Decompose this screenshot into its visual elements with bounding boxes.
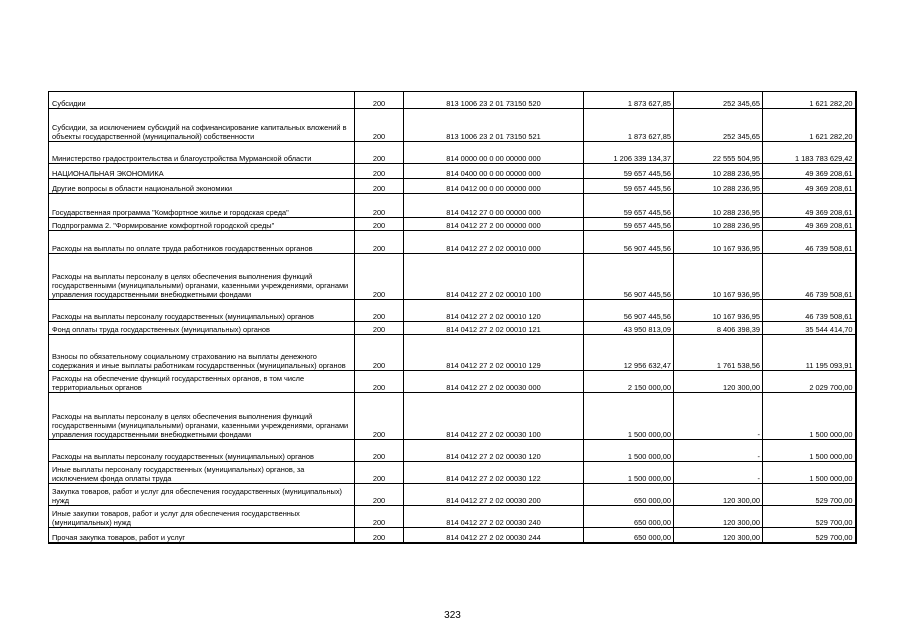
row-name-cell: Государственная программа "Комфортное жилье и городская среда" xyxy=(49,194,355,218)
row-approved-cell: 1 873 627,85 xyxy=(584,92,674,109)
table-row xyxy=(49,335,856,371)
row-remaining-cell: 49 369 208,61 xyxy=(763,164,856,179)
row-budget-code-cell: 814 0412 27 2 00 00000 000 xyxy=(404,218,584,231)
row-code-cell: 200 xyxy=(355,300,404,322)
row-executed-cell: 10 167 936,95 xyxy=(674,231,763,254)
row-remaining-cell: 2 029 700,00 xyxy=(763,371,856,393)
row-name-cell: Расходы на выплаты по оплате труда работников государственных органов xyxy=(49,231,355,254)
row-approved-cell: 650 000,00 xyxy=(584,484,674,506)
row-name-cell: Фонд оплаты труда государственных (муниципальных) органов xyxy=(49,322,355,335)
row-budget-code-cell: 814 0412 27 2 02 00030 100 xyxy=(404,393,584,440)
row-remaining-cell: 49 369 208,61 xyxy=(763,194,856,218)
row-budget-code-cell: 814 0412 27 2 02 00010 100 xyxy=(404,254,584,300)
row-name-cell: Взносы по обязательному социальному страхованию на выплаты денежного содержания и иные выплаты работникам государственных (муниципальных) органов xyxy=(49,335,355,371)
row-name-cell: Министерство градостроительства и благоустройства Мурманской области xyxy=(49,142,355,164)
row-name-cell: Другие вопросы в области национальной экономики xyxy=(49,179,355,194)
row-code-cell: 200 xyxy=(355,322,404,335)
row-remaining-cell: 1 621 282,20 xyxy=(763,109,856,142)
row-code-cell: 200 xyxy=(355,194,404,218)
row-approved-cell: 650 000,00 xyxy=(584,528,674,543)
row-remaining-cell: 49 369 208,61 xyxy=(763,218,856,231)
row-code-cell: 200 xyxy=(355,231,404,254)
row-remaining-cell: 1 500 000,00 xyxy=(763,393,856,440)
row-name-cell: Расходы на выплаты персоналу в целях обеспечения выполнения функций государственными (муниципальными) органами, казенными учреждениями, органами управления государственными внебюджетными фондами xyxy=(49,393,355,440)
row-remaining-cell: 46 739 508,61 xyxy=(763,254,856,300)
row-approved-cell: 1 500 000,00 xyxy=(584,462,674,484)
table-row xyxy=(49,462,856,484)
row-remaining-cell: 46 739 508,61 xyxy=(763,300,856,322)
row-name-cell: Закупка товаров, работ и услуг для обеспечения государственных (муниципальных) нужд xyxy=(49,484,355,506)
row-executed-cell: 10 288 236,95 xyxy=(674,179,763,194)
row-code-cell: 200 xyxy=(355,179,404,194)
table-row xyxy=(49,371,856,393)
budget-execution-table-sheet xyxy=(48,91,855,544)
row-name-cell: Иные выплаты персоналу государственных (муниципальных) органов, за исключением фонда оплаты труда xyxy=(49,462,355,484)
row-approved-cell: 43 950 813,09 xyxy=(584,322,674,335)
table-row xyxy=(49,142,856,164)
row-approved-cell: 650 000,00 xyxy=(584,506,674,528)
row-name-cell: НАЦИОНАЛЬНАЯ ЭКОНОМИКА xyxy=(49,164,355,179)
row-remaining-cell: 46 739 508,61 xyxy=(763,231,856,254)
row-approved-cell: 56 907 445,56 xyxy=(584,254,674,300)
row-executed-cell: 120 300,00 xyxy=(674,528,763,543)
row-budget-code-cell: 813 1006 23 2 01 73150 520 xyxy=(404,92,584,109)
row-remaining-cell: 35 544 414,70 xyxy=(763,322,856,335)
table-row xyxy=(49,506,856,528)
row-name-cell: Подпрограмма 2. "Формирование комфортной городской среды" xyxy=(49,218,355,231)
row-budget-code-cell: 814 0412 27 2 02 00010 120 xyxy=(404,300,584,322)
table-row xyxy=(49,300,856,322)
row-budget-code-cell: 814 0412 27 2 02 00030 122 xyxy=(404,462,584,484)
row-remaining-cell: 529 700,00 xyxy=(763,528,856,543)
table-body xyxy=(49,92,856,543)
row-budget-code-cell: 814 0412 27 2 02 00010 121 xyxy=(404,322,584,335)
row-budget-code-cell: 814 0400 00 0 00 00000 000 xyxy=(404,164,584,179)
row-budget-code-cell: 814 0000 00 0 00 00000 000 xyxy=(404,142,584,164)
row-code-cell: 200 xyxy=(355,218,404,231)
table-row xyxy=(49,194,856,218)
row-executed-cell: 120 300,00 xyxy=(674,371,763,393)
row-budget-code-cell: 814 0412 27 2 02 00010 000 xyxy=(404,231,584,254)
row-budget-code-cell: 814 0412 27 0 00 00000 000 xyxy=(404,194,584,218)
table-row xyxy=(49,218,856,231)
row-budget-code-cell: 814 0412 27 2 02 00030 244 xyxy=(404,528,584,543)
row-executed-cell: 8 406 398,39 xyxy=(674,322,763,335)
row-code-cell: 200 xyxy=(355,528,404,543)
row-approved-cell: 1 500 000,00 xyxy=(584,440,674,462)
row-executed-cell: - xyxy=(674,393,763,440)
row-budget-code-cell: 814 0412 27 2 02 00030 120 xyxy=(404,440,584,462)
row-budget-code-cell: 814 0412 27 2 02 00030 000 xyxy=(404,371,584,393)
row-budget-code-cell: 813 1006 23 2 01 73150 521 xyxy=(404,109,584,142)
table-row xyxy=(49,109,856,142)
row-budget-code-cell: 814 0412 00 0 00 00000 000 xyxy=(404,179,584,194)
row-executed-cell: 1 761 538,56 xyxy=(674,335,763,371)
row-remaining-cell: 49 369 208,61 xyxy=(763,179,856,194)
row-approved-cell: 56 907 445,56 xyxy=(584,300,674,322)
row-remaining-cell: 1 500 000,00 xyxy=(763,462,856,484)
table-row xyxy=(49,528,856,543)
row-approved-cell: 59 657 445,56 xyxy=(584,179,674,194)
table-row xyxy=(49,484,856,506)
row-executed-cell: - xyxy=(674,462,763,484)
table-row xyxy=(49,254,856,300)
row-budget-code-cell: 814 0412 27 2 02 00010 129 xyxy=(404,335,584,371)
row-code-cell: 200 xyxy=(355,371,404,393)
row-name-cell: Субсидии, за исключением субсидий на софинансирование капитальных вложений в объекты государственной (муниципальной) собственности xyxy=(49,109,355,142)
row-executed-cell: 252 345,65 xyxy=(674,109,763,142)
row-name-cell: Субсидии xyxy=(49,92,355,109)
row-executed-cell: 10 288 236,95 xyxy=(674,218,763,231)
table-row xyxy=(49,92,856,109)
row-code-cell: 200 xyxy=(355,440,404,462)
row-executed-cell: 10 288 236,95 xyxy=(674,194,763,218)
row-code-cell: 200 xyxy=(355,92,404,109)
row-approved-cell: 56 907 445,56 xyxy=(584,231,674,254)
table-row xyxy=(49,179,856,194)
row-remaining-cell: 1 621 282,20 xyxy=(763,92,856,109)
row-approved-cell: 1 873 627,85 xyxy=(584,109,674,142)
row-approved-cell: 59 657 445,56 xyxy=(584,218,674,231)
budget-execution-table xyxy=(48,91,857,544)
row-name-cell: Расходы на обеспечение функций государственных органов, в том числе территориальных органов xyxy=(49,371,355,393)
row-code-cell: 200 xyxy=(355,142,404,164)
row-executed-cell: 120 300,00 xyxy=(674,506,763,528)
table-row xyxy=(49,231,856,254)
row-name-cell: Расходы на выплаты персоналу в целях обеспечения выполнения функций государственными (муниципальными) органами, казенными учреждениями, органами управления государственными внебюджетными фондами xyxy=(49,254,355,300)
row-code-cell: 200 xyxy=(355,506,404,528)
table-row xyxy=(49,393,856,440)
row-approved-cell: 59 657 445,56 xyxy=(584,194,674,218)
row-executed-cell: 10 167 936,95 xyxy=(674,254,763,300)
row-remaining-cell: 11 195 093,91 xyxy=(763,335,856,371)
row-name-cell: Иные закупки товаров, работ и услуг для обеспечения государственных (муниципальных) нужд xyxy=(49,506,355,528)
row-name-cell: Расходы на выплаты персоналу государственных (муниципальных) органов xyxy=(49,300,355,322)
row-executed-cell: 10 288 236,95 xyxy=(674,164,763,179)
row-name-cell: Прочая закупка товаров, работ и услуг xyxy=(49,528,355,543)
row-budget-code-cell: 814 0412 27 2 02 00030 240 xyxy=(404,506,584,528)
row-remaining-cell: 529 700,00 xyxy=(763,506,856,528)
row-code-cell: 200 xyxy=(355,393,404,440)
row-code-cell: 200 xyxy=(355,164,404,179)
row-approved-cell: 1 206 339 134,37 xyxy=(584,142,674,164)
row-approved-cell: 2 150 000,00 xyxy=(584,371,674,393)
row-code-cell: 200 xyxy=(355,335,404,371)
row-executed-cell: 22 555 504,95 xyxy=(674,142,763,164)
row-remaining-cell: 1 500 000,00 xyxy=(763,440,856,462)
table-row xyxy=(49,440,856,462)
row-approved-cell: 1 500 000,00 xyxy=(584,393,674,440)
row-code-cell: 200 xyxy=(355,109,404,142)
row-executed-cell: - xyxy=(674,440,763,462)
row-budget-code-cell: 814 0412 27 2 02 00030 200 xyxy=(404,484,584,506)
row-approved-cell: 59 657 445,56 xyxy=(584,164,674,179)
page-number: 323 xyxy=(444,610,461,621)
row-remaining-cell: 529 700,00 xyxy=(763,484,856,506)
row-name-cell: Расходы на выплаты персоналу государственных (муниципальных) органов xyxy=(49,440,355,462)
row-approved-cell: 12 956 632,47 xyxy=(584,335,674,371)
row-executed-cell: 10 167 936,95 xyxy=(674,300,763,322)
row-code-cell: 200 xyxy=(355,462,404,484)
table-row xyxy=(49,322,856,335)
row-executed-cell: 120 300,00 xyxy=(674,484,763,506)
row-remaining-cell: 1 183 783 629,42 xyxy=(763,142,856,164)
row-executed-cell: 252 345,65 xyxy=(674,92,763,109)
row-code-cell: 200 xyxy=(355,254,404,300)
table-row xyxy=(49,164,856,179)
row-code-cell: 200 xyxy=(355,484,404,506)
